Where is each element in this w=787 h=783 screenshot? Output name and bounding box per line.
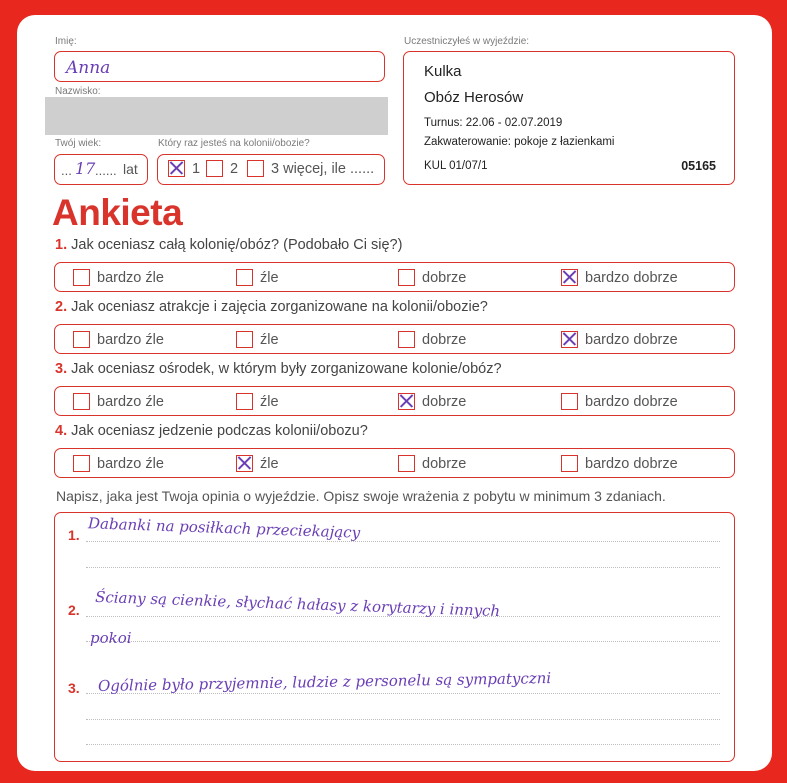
answer-number: 2. — [68, 602, 80, 618]
question-number: 3. — [55, 361, 68, 377]
checkbox-icon[interactable] — [398, 455, 415, 472]
question-label: Jak oceniasz jedzenie podczas kolonii/obozu? — [71, 423, 368, 439]
question-text — [55, 361, 502, 377]
question-label: Jak oceniasz ośrodek, w którym były zorganizowane kolonie/obóz? — [71, 361, 502, 377]
checkbox-icon[interactable] — [73, 393, 90, 410]
trip-number: 05165 — [681, 159, 716, 173]
visit-label: Który raz jesteś na kolonii/obozie? — [158, 138, 310, 149]
checkbox-icon[interactable] — [206, 160, 223, 177]
checkbox-icon[interactable] — [398, 331, 415, 348]
visit-field — [157, 154, 385, 185]
checkbox-icon[interactable] — [561, 331, 578, 348]
trip-info-box — [403, 51, 735, 185]
answer-number: 1. — [68, 527, 80, 543]
trip-accommodation: Zakwaterowanie: pokoje z łazienkami — [424, 136, 615, 148]
trip-label: Uczestniczyłeś w wyjeździe: — [404, 36, 530, 47]
question-number: 4. — [55, 423, 68, 439]
answer-number: 3. — [68, 680, 80, 696]
rating-option-label: źle — [260, 331, 279, 348]
trip-camp: Obóz Herosów — [424, 89, 524, 106]
checkbox-icon[interactable] — [236, 331, 253, 348]
age-value: 17 — [75, 159, 96, 178]
trip-turnus: Turnus: 22.06 - 02.07.2019 — [424, 117, 563, 129]
name-field[interactable] — [54, 51, 385, 82]
rating-option-label: dobrze — [422, 455, 467, 472]
rating-option-label: dobrze — [422, 269, 467, 286]
answer-text: pokoi — [90, 629, 132, 647]
checkbox-icon[interactable] — [236, 269, 253, 286]
rating-option[interactable] — [236, 455, 279, 472]
trip-code: KUL 01/07/1 — [424, 160, 488, 172]
name-label: Imię: — [55, 36, 77, 47]
opinion-box[interactable] — [54, 512, 735, 762]
rating-row — [54, 324, 735, 354]
question-text — [55, 299, 488, 315]
rating-option[interactable] — [398, 269, 466, 286]
checkbox-icon[interactable] — [398, 269, 415, 286]
checkbox-icon[interactable] — [168, 160, 185, 177]
rating-option-label: bardzo źle — [97, 269, 164, 286]
rating-option[interactable] — [73, 331, 164, 348]
age-field[interactable] — [54, 154, 148, 185]
ruled-line — [86, 567, 720, 568]
answer-text: Ściany są cienkie, słychać hałasy z korytarzy i innych — [94, 587, 501, 621]
checkbox-icon[interactable] — [73, 331, 90, 348]
rating-option[interactable] — [73, 269, 164, 286]
rating-option[interactable] — [561, 393, 678, 410]
rating-option[interactable] — [561, 269, 678, 286]
name-value: Anna — [66, 58, 111, 78]
rating-option[interactable] — [398, 455, 466, 472]
question-label: Jak oceniasz atrakcje i zajęcia zorganizowane na kolonii/obozie? — [71, 299, 488, 315]
answer-text: Ogólnie było przyjemnie, ludzie z personelu są sympatyczni — [97, 669, 552, 695]
question-text — [55, 237, 402, 253]
question-text — [55, 423, 368, 439]
answer-text: Dabanki na posiłkach przeciekający — [87, 514, 361, 542]
rating-option[interactable] — [236, 331, 279, 348]
checkbox-icon[interactable] — [561, 269, 578, 286]
ruled-line — [86, 641, 720, 642]
checkbox-icon[interactable] — [73, 455, 90, 472]
ruled-line — [86, 541, 720, 542]
rating-option[interactable] — [73, 393, 164, 410]
age-label: Twój wiek: — [55, 138, 102, 149]
question-number: 2. — [55, 299, 68, 315]
ruled-line — [86, 744, 720, 745]
rating-option-label: bardzo źle — [97, 331, 164, 348]
rating-option-label: dobrze — [422, 393, 467, 410]
question-label: Jak oceniasz całą kolonię/obóz? (Podobało Ci się?) — [71, 237, 403, 253]
rating-option-label: dobrze — [422, 331, 467, 348]
rating-row — [54, 262, 735, 292]
rating-option-label: bardzo dobrze — [585, 455, 678, 472]
trip-name: Kulka — [424, 63, 462, 80]
rating-option-label: bardzo dobrze — [585, 269, 678, 286]
rating-option-label: źle — [260, 455, 279, 472]
visit-option-3[interactable]: 3 więcej, ile ...... — [247, 160, 374, 177]
rating-row — [54, 386, 735, 416]
checkbox-icon[interactable] — [236, 393, 253, 410]
question-number: 1. — [55, 237, 68, 253]
rating-option-label: bardzo dobrze — [585, 331, 678, 348]
rating-option[interactable] — [561, 455, 678, 472]
rating-option[interactable] — [398, 331, 466, 348]
ruled-line — [86, 719, 720, 720]
checkbox-icon[interactable] — [247, 160, 264, 177]
rating-option[interactable] — [561, 331, 678, 348]
rating-option[interactable] — [236, 269, 279, 286]
visit-option-1[interactable]: 1 — [168, 160, 200, 177]
rating-row — [54, 448, 735, 478]
surname-redaction — [45, 97, 388, 135]
checkbox-icon[interactable] — [236, 455, 253, 472]
rating-option[interactable] — [236, 393, 279, 410]
rating-option-label: źle — [260, 269, 279, 286]
rating-option-label: źle — [260, 393, 279, 410]
rating-option[interactable] — [73, 455, 164, 472]
rating-option-label: bardzo źle — [97, 393, 164, 410]
age-dots-left: ... — [61, 163, 72, 178]
visit-option-2[interactable]: 2 — [206, 160, 238, 177]
checkbox-icon[interactable] — [398, 393, 415, 410]
surname-label: Nazwisko: — [55, 86, 101, 97]
page-title: Ankieta — [52, 192, 183, 233]
checkbox-icon[interactable] — [73, 269, 90, 286]
checkbox-icon[interactable] — [561, 455, 578, 472]
rating-option-label: bardzo dobrze — [585, 393, 678, 410]
opinion-prompt: Napisz, jaka jest Twoja opinia o wyjeździe. Opisz swoje wrażenia z pobytu w minimum 3 zdaniach. — [56, 488, 666, 504]
checkbox-icon[interactable] — [561, 393, 578, 410]
rating-option-label: bardzo źle — [97, 455, 164, 472]
age-dots-right: ...... — [95, 163, 117, 178]
rating-option[interactable] — [398, 393, 466, 410]
age-unit: lat — [123, 161, 138, 177]
